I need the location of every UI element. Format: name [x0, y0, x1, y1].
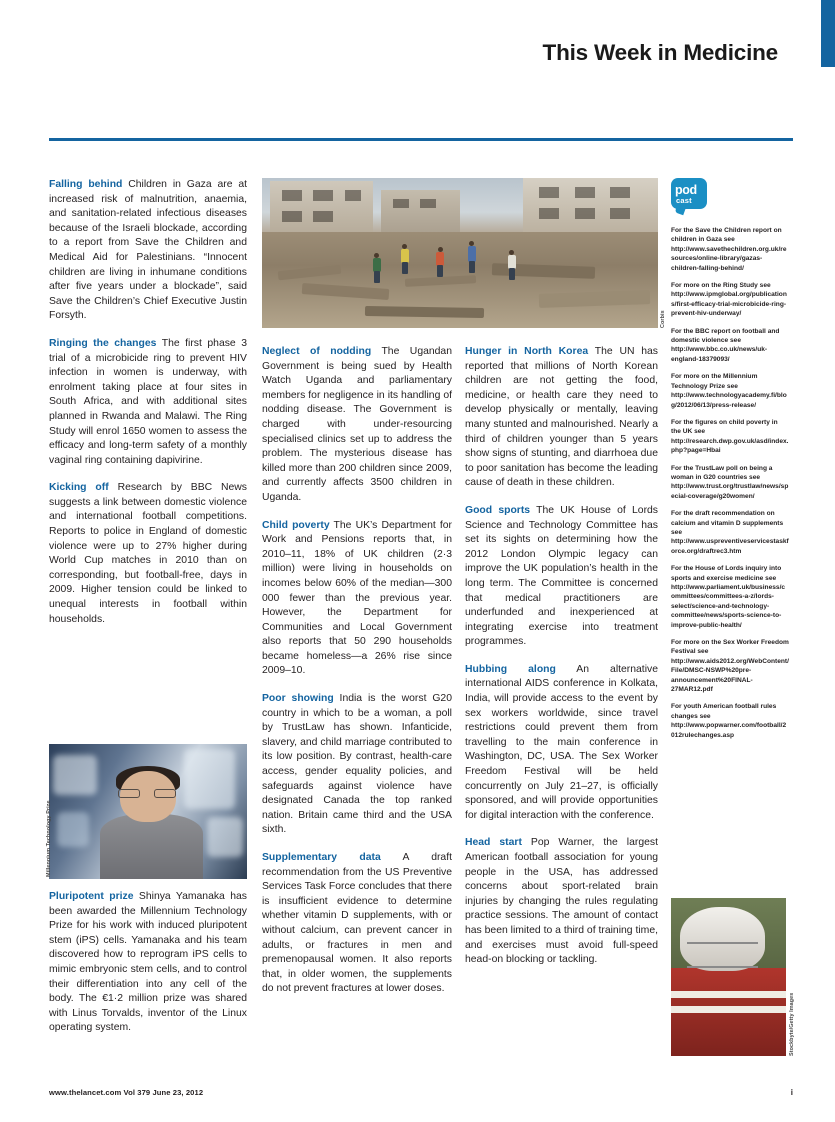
footer-citation: www.thelancet.com Vol 379 June 23, 2012 — [49, 1088, 204, 1097]
column-two — [262, 345, 452, 1010]
article-neglect-of-nodding — [262, 345, 452, 506]
reference-save-the-children[interactable]: For the Save the Children report on children in Gaza see http://www.savethechildren.org.uk/resources/online-library/gazas-children-falling-behind/ — [671, 227, 787, 272]
player-jersey — [671, 968, 786, 1056]
reference-sex-worker-festival[interactable]: For more on the Sex Worker Freedom Festival see http://www.aids2012.org/WebContent/File/DMSC-NSWP%20pre-announcement%20FINAL-27MAR12.pdf — [671, 639, 789, 694]
column-three — [465, 345, 658, 981]
header-divider — [49, 138, 793, 141]
article-poor-showing — [262, 692, 452, 838]
article-kicking-off — [49, 481, 247, 627]
column-three-text — [465, 345, 658, 968]
article-lead-in: Kicking off — [49, 482, 109, 494]
article-body: Children in Gaza are at increased risk of malnutrition, anaemia, and sanitation-related infectious diseases because of the Israeli blockade, according to a report from Save the Children and Medical Aid for Palestinians. “Innocent children are living in inhumane conditions after five years under a blockade”, said Save the Children’s Chief Executive Justin Forsyth. — [49, 179, 247, 322]
column-one-text — [49, 178, 247, 627]
reference-child-poverty[interactable]: For the figures on child poverty in the UK see http://research.dwp.gov.uk/asd/index.php?page=Hbai — [671, 418, 789, 455]
glasses-left-lens — [118, 789, 140, 798]
gaza-child-figure — [373, 253, 381, 283]
article-body: An alternative international AIDS conference in Kolkata, India, will provide access to the event by sex workers worldwide, since travel restrictions could prevent them from travelling to the main conference in Washington, DC, USA. The Sex Worker Freedom Festival will be held concurrently on July 21–27, is officially sponsored, and will provide opportunities for digital interaction with the conference. — [465, 663, 658, 821]
podcast-icon-label-pod: pod — [675, 183, 697, 197]
footer-page-number: i — [790, 1088, 793, 1097]
reference-house-of-lords[interactable]: For the House of Lords inquiry into sports and exercise medicine see http://www.parliament.uk/business/committees/committees-a-z/lords-select/science-and-technology-committee/news/sports-science-to-improve-public-health/ — [671, 565, 786, 629]
article-body: Pop Warner, the largest American football association for young people in the USA, has addressed concerns about sport-related brain injuries by changing the rules regulating practice sessions. The amount of contact has been limited to a third of training time, and exercises must avoid full-speed head-on blocking or tackling. — [465, 837, 658, 966]
gaza-child-figure — [401, 244, 409, 274]
helmet-facemask — [687, 942, 758, 967]
article-lead-in: Hunger in North Korea — [465, 346, 589, 357]
photo-gaza — [262, 178, 658, 328]
gaza-child-figure — [508, 250, 516, 280]
column-one-lower — [49, 890, 247, 1049]
article-hunger-in-north-korea — [465, 345, 658, 491]
column-one — [49, 178, 247, 640]
article-lead-in: Pluripotent prize — [49, 891, 134, 902]
gaza-child-figure — [468, 241, 476, 275]
photo-credit-gaza: Corbis — [660, 310, 666, 328]
article-child-poverty — [262, 519, 452, 680]
article-pluripotent-prize — [49, 890, 247, 1036]
photo-yamanaka — [49, 744, 247, 879]
article-body: India is the worst G20 country in which to be a woman, a poll by TrustLaw has shown. Infanticide, slavery, and child marriage contributed to its low position. By contrast, health-care access, gender equality policies, and safeguards against violence have designated Canada the top ranked nation. Britain came third and the USA sixth. — [262, 693, 452, 836]
article-ringing-the-changes — [49, 337, 247, 468]
article-lead-in: Ringing the changes — [49, 337, 157, 349]
article-body: A draft recommendation from the US Preventive Services Task Force concludes that there is insufficient evidence to determine whether vitamin D supplements, with or without calcium, can prevent cancer in adults, or fractures in men and premenopausal women. It also reports that, in older women, the supplements do not prevent fractures at lower doses. — [262, 852, 452, 995]
reference-pop-warner[interactable]: For youth American football rules changes see http://www.popwarner.com/football/2012rulechanges.asp — [671, 703, 787, 739]
reference-trustlaw-poll[interactable]: For the TrustLaw poll on being a woman in G20 countries see http://www.trust.org/trustlaw/news/special-coverage/g20women/ — [671, 464, 789, 500]
article-lead-in: Head start — [465, 837, 522, 849]
yamanaka-torso — [100, 814, 203, 879]
podcast-icon[interactable] — [671, 178, 707, 214]
article-body: The UK House of Lords Science and Technology Committee has set its sights on determining how the 2012 London Olympic legacy can improve the UK population’s health in the long term. The Committee is concerned that medical practitioners are underfunded and inexperienced at integrating exercise into treatment programmes. — [465, 504, 658, 648]
photo-football — [671, 898, 786, 1056]
column-two-text — [262, 345, 452, 997]
article-lead-in: Neglect of nodding — [262, 346, 372, 357]
reference-sidebar — [671, 178, 789, 748]
article-body: The UN has reported that millions of North Korean children are not getting the food, medicine, or health care they need to develop physically or mentally, leaving many stunted and malnourished. Nearly a third of children younger than 5 years show signs of stunting, and diarrhoea due to poor sanitation has become the leading cause of death in these children. — [465, 346, 658, 489]
article-lead-in: Good sports — [465, 504, 531, 516]
reference-vitamin-d[interactable]: For the draft recommendation on calcium and vitamin D supplements see http://www.uspreventiveservicestaskforce.org/draftrec3.htm — [671, 510, 789, 555]
podcast-icon-label-cast: cast — [676, 196, 692, 205]
article-supplementary-data — [262, 851, 452, 997]
article-body: The first phase 3 trial of a microbicide ring to prevent HIV infection in women is underway, with enrolment taking place at four sites in South Africa, and with additional sites planned in Rwanda and Malawi. The Ring Study will enrol 1650 women to assess the efficacy and long-term safety of a monthly vaginal ring containing dapivirine. — [49, 337, 247, 466]
page-title: This Week in Medicine — [542, 40, 778, 65]
article-lead-in: Child poverty — [262, 519, 330, 531]
article-hubbing-along — [465, 663, 658, 824]
article-good-sports — [465, 504, 658, 650]
article-lead-in: Hubbing along — [465, 663, 556, 675]
article-head-start — [465, 836, 658, 967]
article-lead-in: Falling behind — [49, 179, 123, 190]
article-body: Shinya Yamanaka has been awarded the Millennium Technology Prize for his work with induced pluripotent stem (iPS) cells. Yamanaka and his team discovered how to reprogram iPS cells to mimic embryonic stem cells, and to control their differentiation into any cell of the body. The €1·2 million prize was shared with Linus Torvalds, inventor of the Linux operating system. — [49, 891, 247, 1034]
header-edge-bar — [821, 0, 835, 67]
reference-bbc-football[interactable]: For the BBC report on football and domestic violence see http://www.bbc.co.uk/news/uk-england-18379093/ — [671, 327, 780, 363]
article-body: Research by BBC News suggests a link between domestic violence and international football competitions. Reports to police in England of domestic violence were up to 27% higher during World Cup matches in 2010 than on corresponding, but football-free, days in 2009. Higher tension could be linked to unequal interests in football within households. — [49, 482, 248, 625]
glasses-right-lens — [154, 789, 176, 798]
article-lead-in: Supplementary data — [262, 852, 381, 863]
gaza-child-figure — [436, 247, 444, 277]
reference-ring-study[interactable]: For more on the Ring Study see http://www.ipmglobal.org/publications/first-efficacy-trial-microbicide-ring-prevent-hiv-underway/ — [671, 282, 787, 318]
reference-millennium-prize[interactable]: For more on the Millennium Technology Prize see http://www.technologyacademy.fi/blog/2012/06/13/press-release/ — [671, 373, 787, 409]
article-body: The Ugandan Government is being sued by Health Watch Uganda and parliamentary members for negligence in its handling of nodding disease. The Government is charged with under-resourcing specialised clinics set up to address the problem. The mysterious disease has killed more than 200 children since 2009, and currently affects 3500 children in Uganda. — [262, 346, 452, 503]
photo-credit-yamanaka: Millennium Technology Prize — [46, 800, 52, 877]
photo-credit-football: Stockbyte/Getty Images — [789, 992, 795, 1056]
article-lead-in: Poor showing — [262, 693, 334, 705]
article-falling-behind — [49, 178, 247, 324]
article-body: The UK’s Department for Work and Pensions reports that, in 2010–11, 18% of UK children (2·3 million) were living in households on incomes below 60% of the median—300 000 fewer than the previous year. However, the Department for Communities and Local Government also reports that 50 290 households became homeless—a 26% rise since 2009–10. — [262, 519, 452, 677]
